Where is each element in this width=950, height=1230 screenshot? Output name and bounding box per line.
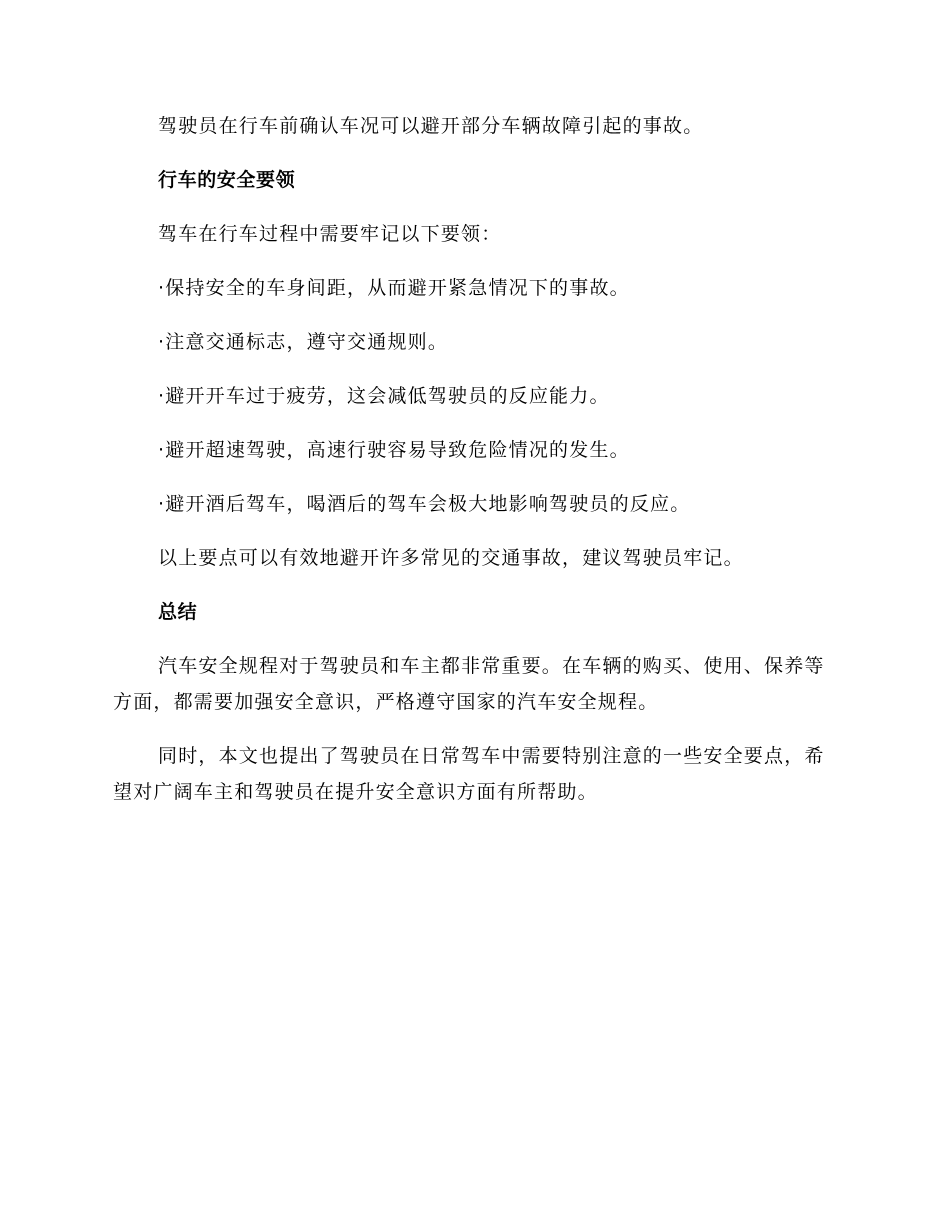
heading-driving-safety: 行车的安全要领 [158, 169, 296, 191]
heading-conclusion: 总结 [158, 601, 198, 623]
bullet-item: ·避开开车过于疲劳，这会减低驾驶员的反应能力。 [158, 385, 610, 407]
bullet-item: ·避开酒后驾车，喝酒后的驾车会极大地影响驾驶员的反应。 [158, 493, 691, 515]
bullet-item: ·避开超速驾驶，高速行驶容易导致危险情况的发生。 [158, 439, 630, 461]
bullet-item: ·保持安全的车身间距，从而避开紧急情况下的事故。 [158, 277, 630, 299]
paragraph-driving-intro: 驾车在行车过程中需要牢记以下要领： [158, 223, 502, 245]
paragraph-conclusion-2: 同时，本文也提出了驾驶员在日常驾车中需要特别注意的一些安全要点，希望对广阔车主和驾驶员在提升安全意识方面有所帮助。 [113, 745, 825, 803]
document-body [113, 108, 833, 810]
paragraph-vehicle-check: 驾驶员在行车前确认车况可以避开部分车辆故障引起的事故。 [158, 115, 704, 137]
paragraph-summary-points: 以上要点可以有效地避开许多常见的交通事故，建议驾驶员牢记。 [158, 547, 744, 569]
paragraph-conclusion-1: 汽车安全规程对于驾驶员和车主都非常重要。在车辆的购买、使用、保养等方面，都需要加强安全意识，严格遵守国家的汽车安全规程。 [113, 655, 825, 713]
bullet-item: ·注意交通标志，遵守交通规则。 [158, 331, 449, 353]
